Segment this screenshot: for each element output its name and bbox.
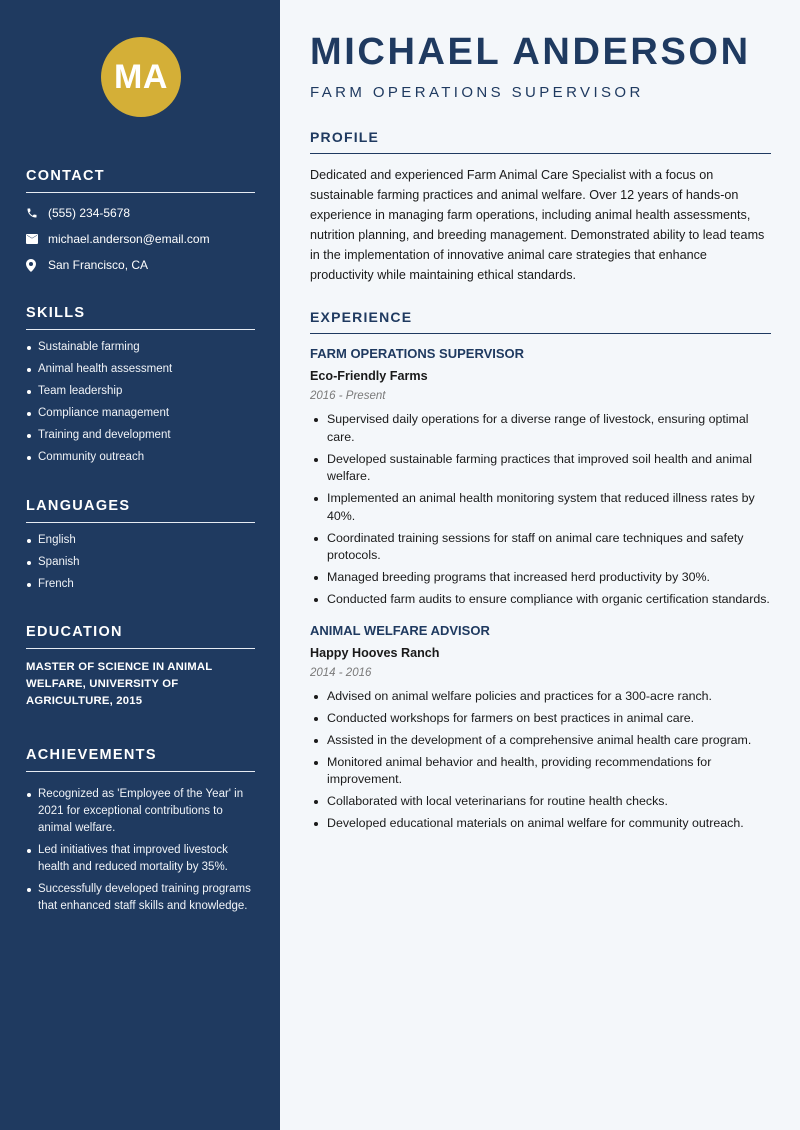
- experience-title: EXPERIENCE: [310, 309, 771, 334]
- education-section: [26, 624, 255, 710]
- achievements-title: ACHIEVEMENTS: [26, 747, 255, 772]
- languages-title: LANGUAGES: [26, 498, 255, 523]
- job-bullet: Collaborated with local veterinarians for routine health checks.: [310, 793, 771, 811]
- sidebar: [0, 0, 280, 1130]
- skill-item: Team leadership: [26, 383, 255, 400]
- phone-text: (555) 234-5678: [48, 206, 131, 220]
- job-bullet: Implemented an animal health monitoring system that reduced illness rates by 40%.: [310, 490, 771, 525]
- job-bullet: Conducted farm audits to ensure compliance with organic certification standards.: [310, 591, 771, 609]
- education-title: EDUCATION: [26, 624, 255, 649]
- phone-icon: [26, 207, 48, 219]
- job-company: Eco-Friendly Farms: [310, 369, 428, 383]
- language-item: Spanish: [26, 554, 255, 571]
- job-dates: 2016 - Present: [310, 390, 386, 402]
- job-entry: [310, 623, 771, 833]
- profile-text: Dedicated and experienced Farm Animal Care Specialist with a focus on sustainable farming practices and animal welfare. Over 12 years of hands-on experience in managing farm operations, including animal health assessments, nutrition planning, and breeding management. Demonstrated ability to lead teams in the implementation of innovative animal care strategies that enhance productivity while maintaining ethical standards.: [310, 168, 765, 282]
- profile-title: PROFILE: [310, 129, 771, 154]
- contact-location: [26, 257, 255, 273]
- email-text: michael.anderson@email.com: [48, 232, 210, 246]
- job-bullet: Advised on animal welfare policies and practices for a 300-acre ranch.: [310, 688, 771, 706]
- location-text: San Francisco, CA: [48, 258, 149, 272]
- candidate-name: MICHAEL ANDERSON: [310, 31, 751, 73]
- job-company: Happy Hooves Ranch: [310, 645, 440, 660]
- skill-item: Animal health assessment: [26, 361, 255, 378]
- achievement-item: Led initiatives that improved livestock health and reduced mortality by 35%.: [26, 842, 255, 876]
- email-icon: [26, 234, 48, 244]
- languages-list: [26, 532, 255, 593]
- job-bullet: Developed sustainable farming practices that improved soil health and animal welfare.: [310, 451, 771, 486]
- job-title: FARM OPERATIONS SUPERVISOR: [310, 346, 525, 361]
- contact-section: [26, 168, 255, 273]
- languages-section: [26, 498, 255, 598]
- job-bullet: Assisted in the development of a comprehensive animal health care program.: [310, 732, 771, 750]
- achievements-list: [26, 786, 255, 915]
- job-entry: [310, 346, 771, 609]
- achievement-item: Successfully developed training programs that enhanced staff skills and knowledge.: [26, 881, 255, 915]
- language-item: French: [26, 576, 255, 593]
- contact-email: [26, 231, 255, 247]
- contact-phone: [26, 205, 255, 221]
- profile-section: [310, 129, 771, 285]
- job-bullet: Supervised daily operations for a diverse range of livestock, ensuring optimal care.: [310, 411, 771, 446]
- skills-section: [26, 305, 255, 471]
- job-bullet: Managed breeding programs that increased herd productivity by 30%.: [310, 569, 771, 587]
- experience-section: [310, 309, 771, 837]
- job-bullet: Coordinated training sessions for staff on animal care techniques and safety protocols.: [310, 530, 771, 565]
- location-pin-icon: [26, 259, 48, 272]
- job-bullets: [310, 411, 771, 609]
- education-text: MASTER OF SCIENCE IN ANIMAL WELFARE, UNIVERSITY OF AGRICULTURE, 2015: [26, 661, 213, 707]
- achievement-item: Recognized as 'Employee of the Year' in 2021 for exceptional contributions to animal welfare.: [26, 786, 255, 837]
- job-bullet: Monitored animal behavior and health, providing recommendations for improvement.: [310, 754, 771, 789]
- skill-item: Compliance management: [26, 405, 255, 422]
- skills-title: SKILLS: [26, 305, 255, 330]
- language-item: English: [26, 532, 255, 549]
- job-title: ANIMAL WELFARE ADVISOR: [310, 622, 490, 638]
- job-bullet: Conducted workshops for farmers on best practices in animal care.: [310, 710, 771, 728]
- skills-list: [26, 339, 255, 466]
- avatar: MA: [101, 37, 181, 117]
- skill-item: Community outreach: [26, 449, 255, 466]
- skill-item: Training and development: [26, 427, 255, 444]
- contact-title: CONTACT: [26, 168, 255, 193]
- job-bullets: [310, 688, 771, 833]
- job-bullet: Developed educational materials on animal welfare for community outreach.: [310, 815, 771, 833]
- achievements-section: [26, 747, 255, 920]
- skill-item: Sustainable farming: [26, 339, 255, 356]
- job-dates: 2014 - 2016: [310, 666, 372, 679]
- candidate-role: FARM OPERATIONS SUPERVISOR: [310, 84, 644, 101]
